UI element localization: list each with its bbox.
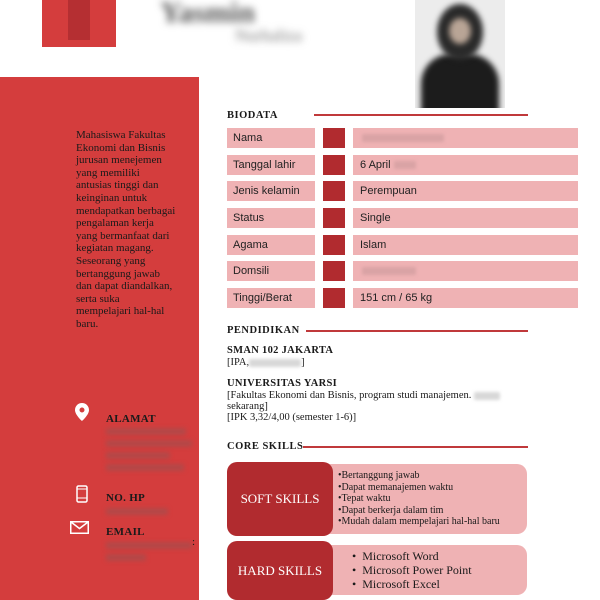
biodata-marker (323, 208, 345, 228)
biodata-marker (323, 288, 345, 308)
soft-skills-list (338, 470, 500, 528)
email-redacted (106, 542, 192, 549)
biodata-value-domsili (353, 261, 578, 281)
biodata-label-tanggal-lahir: Tanggal lahir (227, 155, 315, 175)
profile-photo (415, 0, 505, 108)
hard-skills-list (352, 549, 472, 591)
education-title: PENDIDIKAN (227, 325, 300, 336)
education-detail-2: [Fakultas Ekonomi dan Bisnis, program studi manajemen. (227, 390, 500, 402)
biodata-value-tinggi-berat: 151 cm / 65 kg (353, 288, 578, 308)
biodata-value-tanggal-lahir: 6 April (353, 155, 578, 175)
email-colon: : (192, 536, 196, 548)
list-item: •Dapat berkerja dalam tim (338, 504, 444, 516)
list-item: • Microsoft Power Point (352, 563, 472, 577)
phone-title: NO. HP (106, 492, 146, 504)
list-item: • Microsoft Word (352, 549, 439, 563)
biodata-value-jenis-kelamin: Perempuan (353, 181, 578, 201)
mail-icon (70, 521, 89, 539)
education-detail-2b: sekarang] (227, 401, 268, 412)
skills-divider (303, 446, 528, 448)
education-gpa: [IPK 3,32/4,00 (semester 1-6)] (227, 412, 357, 423)
phone-icon (76, 485, 88, 508)
biodata-marker (323, 235, 345, 255)
biodata-label-status: Status (227, 208, 315, 228)
list-item: •Tepat waktu (338, 493, 391, 505)
hard-skills-badge: HARD SKILLS (227, 541, 333, 600)
biodata-marker (323, 155, 345, 175)
biodata-marker (323, 261, 345, 281)
biodata-divider (314, 114, 528, 116)
biodata-title: BIODATA (227, 110, 278, 121)
list-item: •Mudah dalam mempelajari hal-hal baru (338, 516, 500, 528)
biodata-label-jenis-kelamin: Jenis kelamin (227, 181, 315, 201)
profile-summary: Mahasiswa Fakultas Ekonomi dan Bisnis jurusan menejemen yang memiliki antusias tinggi dan keinginan untuk mendapatkan berbagai pengalaman kerja yang bermanfaat dari kegiatan magang. Seseorang yang bertanggung jawab dan dapat diandalkan, serta suka mempelajari hal-hal baru. (76, 129, 176, 330)
biodata-value-status: Single (353, 208, 578, 228)
biodata-label-tinggi-berat: Tinggi/Berat (227, 288, 315, 308)
education-school-1: SMAN 102 JAKARTA (227, 345, 334, 356)
biodata-label-agama: Agama (227, 235, 315, 255)
phone-redacted (106, 508, 168, 515)
header-accent-block (42, 0, 116, 47)
biodata-value-agama: Islam (353, 235, 578, 255)
list-item: •Dapat memanajemen waktu (338, 481, 454, 493)
address-redacted (106, 428, 186, 435)
name-sub-redacted: Nurhaliza (235, 26, 303, 45)
address-title: ALAMAT (106, 413, 156, 425)
biodata-marker (323, 128, 345, 148)
name-heading-redacted: Yasmin (160, 0, 256, 29)
soft-skills-badge: SOFT SKILLS (227, 462, 333, 536)
biodata-marker (323, 181, 345, 201)
list-item: • Microsoft Excel (352, 577, 440, 591)
skills-title: CORE SKILLS (227, 441, 304, 452)
location-pin-icon (75, 403, 89, 426)
biodata-label-domsili: Domsili (227, 261, 315, 281)
biodata-label-nama: Nama (227, 128, 315, 148)
education-detail-1: [IPA, ] (227, 357, 305, 368)
education-school-2: UNIVERSITAS YARSI (227, 378, 338, 389)
education-divider (306, 330, 528, 332)
biodata-value-nama (353, 128, 578, 148)
list-item: •Bertanggung jawab (338, 470, 420, 481)
email-title: EMAIL (106, 526, 145, 538)
